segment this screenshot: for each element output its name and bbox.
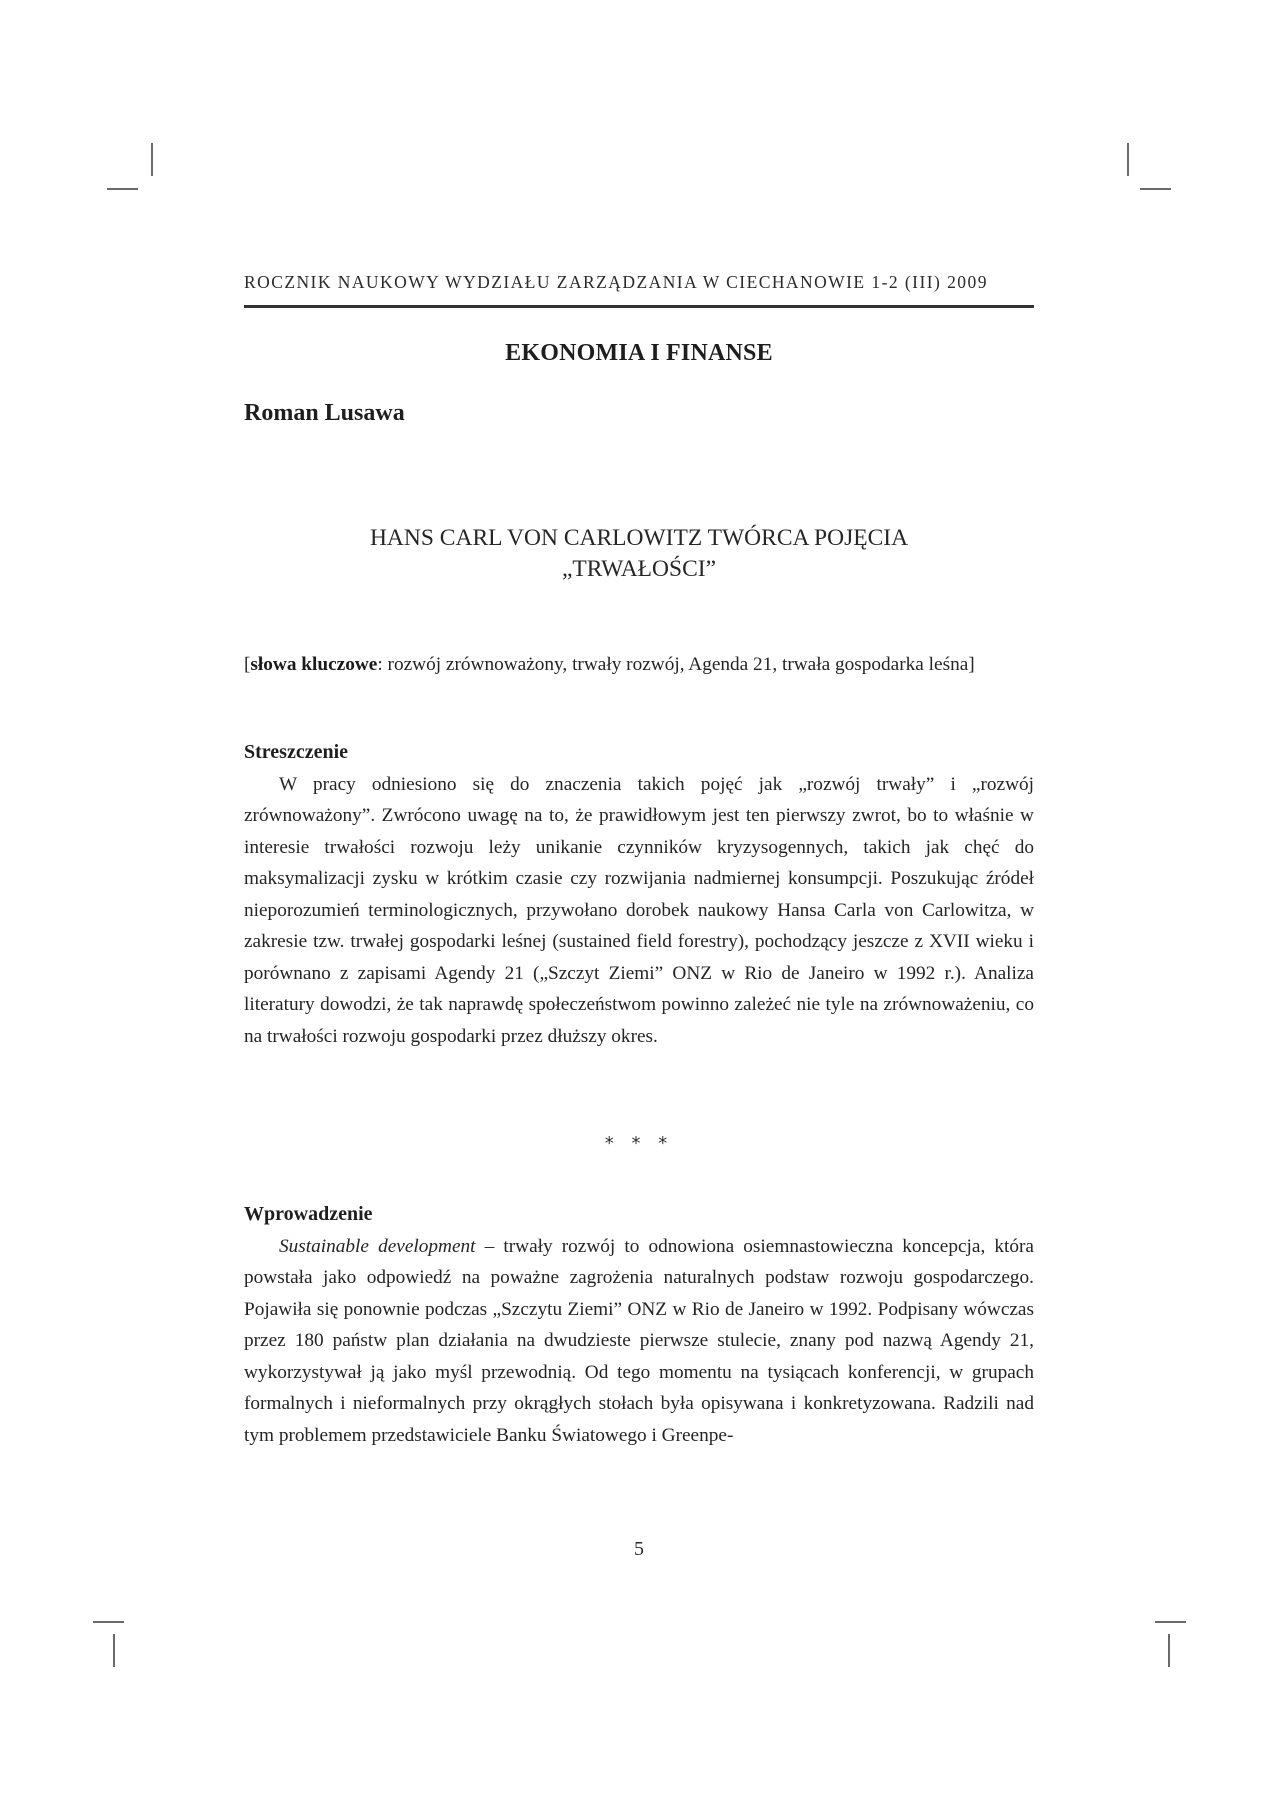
crop-mark-bottom-right-horizontal xyxy=(1155,1621,1186,1623)
keywords-open-bracket: [ xyxy=(244,654,251,675)
header-rule xyxy=(244,305,1034,308)
section-title: EKONOMIA I FINANSE xyxy=(505,340,773,366)
keywords-text: : rozwój zrównoważony, trwały rozwój, Agenda 21, trwała gospodarka leśna] xyxy=(377,654,975,675)
introduction-italic-term: Sustainable development xyxy=(279,1235,476,1257)
abstract-section xyxy=(244,737,1034,1052)
crop-mark-top-right-vertical xyxy=(1127,143,1129,176)
introduction-heading: Wprowadzenie xyxy=(244,1203,373,1225)
article-title xyxy=(244,523,1034,585)
abstract-heading: Streszczenie xyxy=(244,741,349,763)
author-name: Roman Lusawa xyxy=(244,400,405,426)
keywords xyxy=(244,649,1034,681)
page-number: 5 xyxy=(634,1538,644,1560)
crop-mark-bottom-left-horizontal xyxy=(93,1621,124,1623)
introduction-paragraph xyxy=(244,1231,1034,1452)
crop-mark-bottom-right-vertical xyxy=(1168,1634,1170,1667)
section-separator: * * * xyxy=(604,1133,674,1154)
article-title-line-1: HANS CARL VON CARLOWITZ TWÓRCA POJĘCIA xyxy=(369,525,909,551)
running-head: ROCZNIK NAUKOWY WYDZIAŁU ZARZĄDZANIA W CIECHANOWIE 1-2 (III) 2009 xyxy=(244,272,988,292)
article-title-line-2: „TRWAŁOŚCI” xyxy=(561,556,717,582)
crop-mark-top-left-vertical xyxy=(151,143,153,176)
introduction-section xyxy=(244,1199,1034,1451)
keywords-label: słowa kluczowe xyxy=(250,654,378,675)
crop-mark-top-left-horizontal xyxy=(107,188,138,190)
crop-mark-bottom-left-vertical xyxy=(113,1634,115,1667)
crop-mark-top-right-horizontal xyxy=(1140,188,1171,190)
introduction-text: – trwały rozwój to odnowiona osiemnastowieczna koncepcja, która powstała jako odpowiedź na poważne zagrożenia naturalnych podstaw rozwoju gospodarczego. Pojawiła się ponownie podczas „Szczytu Ziemi” ONZ w Rio de Janeiro w 1992. Podpisany wówczas przez 180 państw plan działania na dwudzieste pierwsze stulecie, znany pod nazwą Agendy 21, wykorzystywał ją jako myśl przewodnią. Od tego momentu na tysiącach konferencji, w grupach formalnych i nieformalnych przy okrągłych stołach była opisywana i konkretyzowana. Radzili nad tym problemem przedstawiciele Banku Światowego i Greenpe- xyxy=(244,1235,1034,1446)
abstract-paragraph: W pracy odniesiono się do znaczenia takich pojęć jak „rozwój trwały” i „rozwój zrównoważony”. Zwrócono uwagę na to, że prawidłowym jest ten pierwszy zwrot, bo to właśnie w interesie trwałości rozwoju leży unikanie czynników kryzysogennych, takich jak chęć do maksymalizacji zysku w krótkim czasie czy rozwijania nadmiernej konsumpcji. Poszukując źródeł nieporozumień terminologicznych, przywołano dorobek naukowy Hansa Carla von Carlowitza, w zakresie tzw. trwałej gospodarki leśnej (sustained field forestry), pochodzący jeszcze z XVII wieku i porównano z zapisami Agendy 21 („Szczyt Ziemi” ONZ w Rio de Janeiro w 1992 r.). Analiza literatury dowodzi, że tak naprawdę społeczeństwom powinno zależeć nie tyle na zrównoważeniu, co na trwałości rozwoju gospodarki przez dłuższy okres. xyxy=(244,773,1034,1047)
